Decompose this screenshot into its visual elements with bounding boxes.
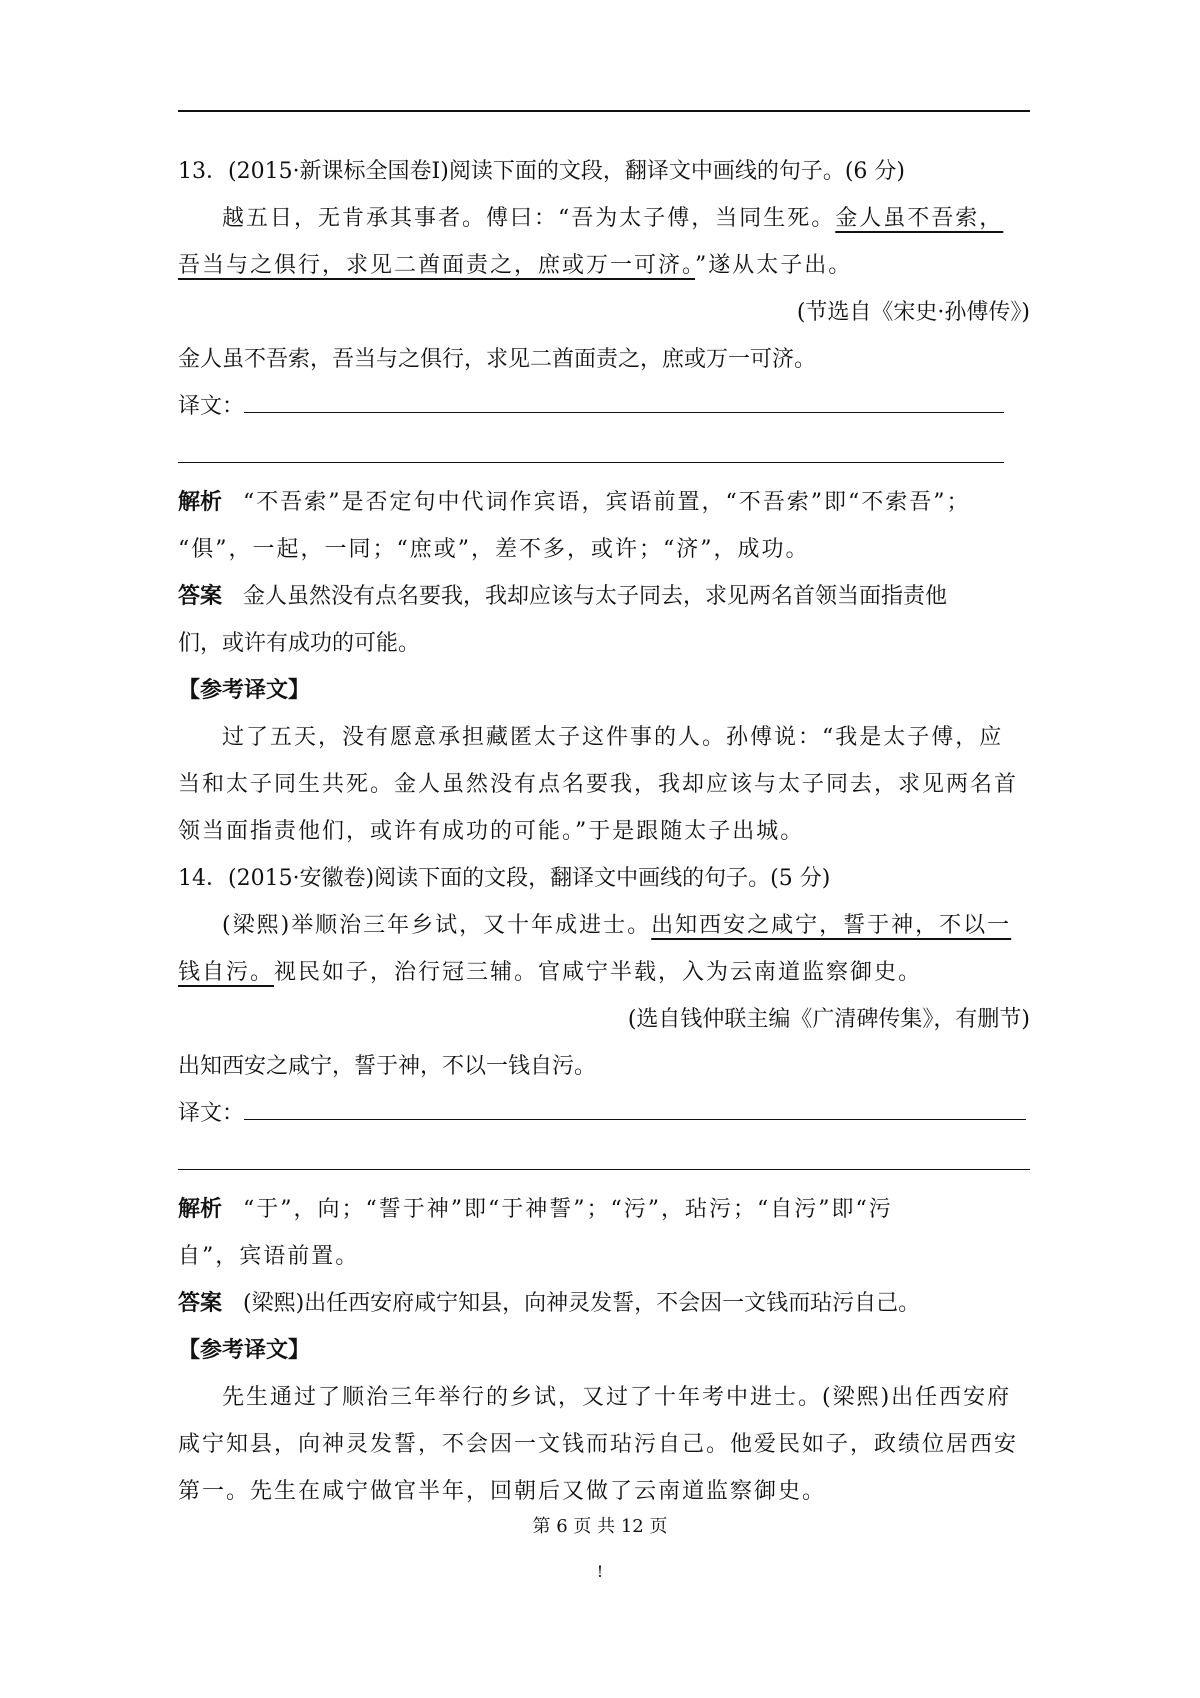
q13-reference-line1: 过了五天，没有愿意承担藏匿太子这件事的人。孙傅说：“我是太子傅，应 (222, 725, 1004, 750)
q13-translation-blank-2[interactable] (178, 462, 1004, 463)
q14-reference-line3: 第一。先生在咸宁做官半年，回朝后又做了云南道监察御史。 (178, 1479, 827, 1504)
q13-passage-line1: 越五日，无肯承其事者。傅曰：“吾为太子傅，当同生死。金人虽不吾索， (222, 206, 1004, 231)
top-rule (178, 110, 1030, 112)
q14-target-sentence: 出知西安之咸宁，誓于神，不以一钱自污。 (178, 1054, 597, 1079)
q14-reference-line2: 咸宁知县，向神灵发誓，不会因一文钱而玷污自己。他爱民如子，政绩位居西安 (178, 1432, 1019, 1457)
q13-reference-title: 【参考译文】 (178, 678, 311, 703)
q13-answer: 答案 金人虽然没有点名要我，我却应该与太子同去，求见两名首领当面指责他 (178, 584, 948, 609)
q13-stem: 13．(2015·新课标全国卷Ⅰ)阅读下面的文段，翻译文中画线的句子。(6 分) (178, 159, 905, 184)
q14-translation-blank-2[interactable] (178, 1169, 1030, 1170)
footer-mark: ! (596, 1562, 604, 1581)
q13-target-sentence: 金人虽不吾索，吾当与之俱行，求见二酋面责之，庶或万一可济。 (178, 347, 817, 372)
q13-source: (节选自《宋史·孙傅传》) (796, 300, 1030, 325)
q13-underlined-sentence-part2: 吾当与之俱行，求见二酋面责之，庶或万一可济。 (178, 253, 696, 278)
q14-translation-field[interactable]: 译文： (178, 1097, 1030, 1131)
q14-stem: 14．(2015·安徽卷)阅读下面的文段，翻译文中画线的句子。(5 分) (178, 866, 831, 891)
page-number: 第 6 页 共 12 页 (532, 1516, 668, 1537)
q14-passage-line1: (梁熙)举顺治三年乡试，又十年成进士。出知西安之咸宁，誓于神，不以一 (222, 913, 1012, 938)
q14-answer: 答案 (梁熙)出任西安府咸宁知县，向神灵发誓，不会因一文钱而玷污自己。 (178, 1291, 921, 1316)
q14-analysis: 解析 “于”，向；“誓于神”即“于神誓”；“污”，玷污；“自污”即“污 (178, 1197, 893, 1222)
q13-reference-line2: 当和太子同生共死。金人虽然没有点名要我，我却应该与太子同去，求见两名首 (178, 772, 1019, 797)
q14-analysis-line2: 自”，宾语前置。 (178, 1244, 360, 1269)
q13-translation-blank-1[interactable] (244, 390, 1004, 413)
q14-underlined-sentence-part2: 钱自污。 (178, 960, 275, 985)
q13-answer-line2: 们，或许有成功的可能。 (178, 631, 421, 656)
q13-passage-line2: 吾当与之俱行，求见二酋面责之，庶或万一可济。”遂从太子出。 (178, 253, 853, 278)
q14-translation-blank-1[interactable] (244, 1097, 1026, 1120)
q14-reference-title: 【参考译文】 (178, 1338, 311, 1363)
q14-source: (选自钱仲联主编《广清碑传集》，有删节) (627, 1007, 1030, 1032)
q14-underlined-sentence-part1: 出知西安之咸宁，誓于神，不以一 (651, 913, 1012, 938)
q13-analysis-line2: “俱”，一起，一同；“庶或”，差不多，或许；“济”，成功。 (178, 537, 810, 562)
q13-reference-line3: 领当面指责他们，或许有成功的可能。”于是跟随太子出城。 (178, 819, 805, 844)
q14-passage-line2: 钱自污。视民如子，治行冠三辅。官咸宁半载，入为云南道监察御史。 (178, 960, 923, 985)
q14-reference-line1: 先生通过了顺治三年举行的乡试，又过了十年考中进士。(梁熙)出任西安府 (222, 1385, 1012, 1410)
q13-underlined-sentence-part1: 金人虽不吾索， (835, 206, 1004, 231)
q13-translation-field[interactable]: 译文： (178, 390, 1030, 424)
q13-analysis: 解析 “不吾索”是否定句中代词作宾语，宾语前置，“不吾索”即“不索吾”； (178, 490, 971, 515)
